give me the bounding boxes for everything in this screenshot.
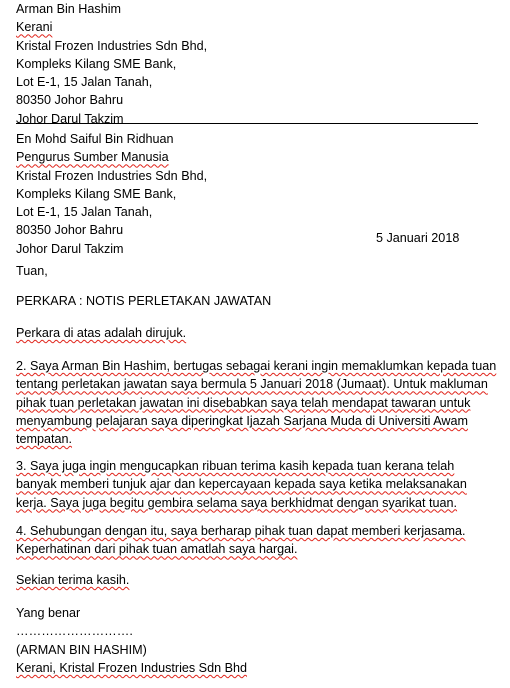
paragraph-line: kerja. Saya juga begitu gembira selama saya berkhidmat dengan syarikat tuan. — [16, 495, 458, 510]
separator-line — [16, 123, 478, 124]
paragraph-line: 4. Sehubungan dengan itu, saya berharap pihak tuan dapat memberi kerjasama. — [16, 524, 466, 538]
sender-postcode-city: 80350 Johor Bahru — [16, 93, 124, 108]
sign-off: Yang benar — [16, 606, 81, 620]
signer-title: Kerani, Kristal Frozen Industries Sdn Bhd — [16, 660, 247, 675]
paragraph-4 — [16, 522, 501, 559]
paragraph-line: 2. Saya Arman Bin Hashim, bertugas sebagai kerani ingin memaklumkan kepada tuan — [16, 359, 497, 373]
sender-position: Kerani — [16, 20, 53, 35]
paragraph-3 — [16, 457, 501, 512]
paragraph-line: 3. Saya juga ingin mengucapkan ribuan terima kasih kepada tuan kerana telah — [16, 459, 455, 473]
sender-state: Johor Darul Takzim — [16, 111, 124, 126]
signer-name: (ARMAN BIN HASHIM) — [16, 642, 147, 657]
sender-lot: Lot E-1, 15 Jalan Tanah, — [16, 75, 153, 90]
recipient-complex: Kompleks Kilang SME Bank, — [16, 186, 177, 201]
subject-line: PERKARA : NOTIS PERLETAKAN JAWATAN — [16, 294, 272, 308]
reference-line: Perkara di atas adalah dirujuk. — [16, 326, 187, 340]
paragraph-2 — [16, 357, 501, 448]
sender-name: Arman Bin Hashim — [16, 2, 121, 16]
sender-complex: Kompleks Kilang SME Bank, — [16, 56, 177, 71]
paragraph-line: Keperhatinan dari pihak tuan amatlah saya hargai. — [16, 542, 298, 557]
sender-company: Kristal Frozen Industries Sdn Bhd, — [16, 38, 208, 53]
paragraph-line: pihak tuan perletakan jawatan ini disebabkan saya telah mendapat tawaran untuk — [16, 395, 471, 410]
paragraph-line: tentang perletakan jawatan saya bermula 5 Januari 2018 (Jumaat). Untuk makluman — [16, 377, 488, 392]
recipient-address — [16, 130, 207, 258]
recipient-company: Kristal Frozen Industries Sdn Bhd, — [16, 168, 208, 183]
closing-line: Sekian terima kasih. — [16, 573, 130, 587]
paragraph-line: menyambung pelajaran saya diperingkat Ijazah Sarjana Muda di Universiti Awam — [16, 413, 468, 428]
signature-block — [16, 604, 501, 677]
recipient-state: Johor Darul Takzim — [16, 241, 124, 256]
paragraph-line: tempatan. — [16, 432, 73, 447]
recipient-name: En Mohd Saiful Bin Ridhuan — [16, 132, 174, 146]
signature-dots: ………………………. — [16, 624, 133, 639]
sender-address — [16, 0, 207, 128]
recipient-lot: Lot E-1, 15 Jalan Tanah, — [16, 205, 153, 220]
paragraph-line: banyak memberi tunjuk ajar dan kepercayaan kepada saya ketika melaksanakan — [16, 477, 467, 492]
salutation: Tuan, — [16, 264, 48, 278]
letter-date: 5 Januari 2018 — [376, 231, 460, 245]
recipient-postcode-city: 80350 Johor Bahru — [16, 223, 124, 238]
recipient-position: Pengurus Sumber Manusia — [16, 150, 169, 165]
